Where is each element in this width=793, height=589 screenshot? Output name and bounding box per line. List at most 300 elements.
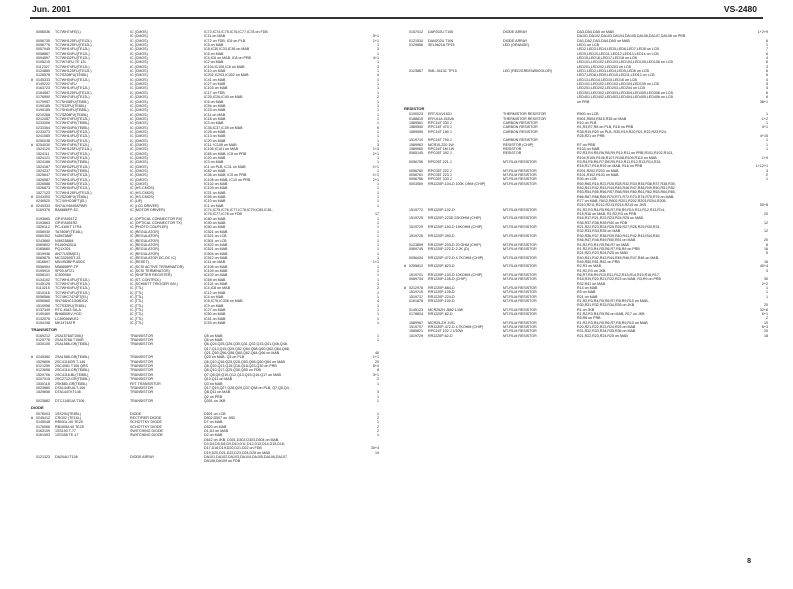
description-cell: IC (REGULATOR) (130, 234, 160, 239)
description-cell: TRANSISTOR (130, 398, 154, 403)
quantity-cell: 1 (766, 112, 768, 117)
quantity-cell: 12 (764, 220, 768, 225)
part-no-cell: 1524120 (36, 147, 50, 152)
part-name-cell: TC7WH04FU(TE12L) (55, 286, 90, 291)
quantity-cell: 4 (377, 73, 379, 78)
location-cell: D1,D3 on MAB (204, 428, 228, 433)
part-name-cell: LC89056W-E2 (55, 316, 79, 321)
description-cell: IC (TTL) (130, 312, 144, 317)
location-cell: LED2,LED3,LED4,LED5,LED6,LED7,LED8 on LCB (577, 47, 659, 52)
location-cell: DA101,DA102,DA103,DA104,DA105,DA106,DA107,DA108 on PRB (577, 34, 686, 39)
quantity-cell: 3 (377, 64, 379, 69)
location-cell: R1,R2,R3,R4,R5,R6,R7,R8,R9,R10,R11,R12,R13,R14, (577, 207, 666, 212)
part-name-cell: TC7WH04FU(TE12L) (55, 138, 90, 143)
location-cell: LED201,LED202,LED203 on LCB (577, 64, 631, 69)
part-no-cell: 1519710 (409, 138, 423, 143)
location-cell: Q301 on JKB (204, 398, 226, 403)
part-no-cell: 0245333 (36, 203, 50, 208)
location-cell: Q20 on MAB, Q3 on PLB (204, 355, 245, 360)
description-cell: MT-FILM RESISTOR (503, 233, 537, 238)
part-no-cell: 1524186 (36, 160, 50, 165)
section-heading: DIODE (31, 405, 44, 411)
part-name-cell: TC7WH74FU(TE12L) (55, 151, 90, 156)
description-cell: THERMISTOR RESISTOR (503, 116, 546, 121)
part-name-cell: NJM2388M (55, 238, 74, 243)
quantity-cell: 1 (377, 273, 379, 278)
part-no-cell: 0065876 (36, 255, 50, 260)
location-cell: R2,R3,R4,R5,R6,R8,R9,R10,R11 on PRB,R101,R102,R103, (577, 151, 674, 156)
part-name-cell: RR1220P-472-D 4.7KOHM (CHIP) (428, 325, 484, 330)
part-no-cell: 0245380 (36, 355, 50, 360)
quantity-cell: 1 (377, 264, 379, 269)
quantity-cell: 1 (377, 216, 379, 221)
location-cell: R16,R17,R21,R22,R23,R24,R25 on MAB, (577, 216, 644, 221)
part-name-cell: 2SC2712-GR(TE85L) (55, 377, 90, 382)
header-date: Jun. 2001 (32, 4, 71, 14)
description-cell: IC (CMOS) (130, 155, 148, 160)
location-cell: on PRB (577, 99, 590, 104)
quantity-cell: 1 (766, 138, 768, 143)
quantity-cell: 1 (377, 338, 379, 343)
part-no-cell: 0233373 (36, 129, 50, 134)
quantity-cell: 2 (377, 286, 379, 291)
location-cell: IC27 on MAB (204, 308, 226, 312)
part-no-cell: 0123658 (36, 368, 50, 373)
quantity-cell: 6 (766, 90, 768, 95)
part-no-cell: 0069802 (36, 242, 50, 247)
part-name-cell: RR1220P-105-D (428, 290, 455, 295)
part-name-cell: ERTJ1VV153J (428, 112, 452, 117)
part-name-cell: TC7WH74FU(TE12L) (55, 173, 90, 178)
quantity-cell: 5 (766, 82, 768, 87)
description-cell: MT-FILM RESISTOR (503, 320, 537, 325)
location-cell: IC54 on MAB (204, 103, 226, 108)
quantity-cell: 1+2 (761, 116, 768, 121)
location-cell: R21 on MAB (577, 294, 598, 299)
location-cell: R16,R17,R18,R19 on MAB, R16 on PRB (577, 164, 643, 169)
part-no-cell: 1525647 (36, 173, 50, 178)
part-no-cell: 0126578 (36, 73, 50, 78)
quantity-cell: 3+1 (372, 372, 379, 377)
quantity-cell: 18 (764, 333, 768, 338)
quantity-cell: 1 (766, 177, 768, 182)
description-cell: IC (CMOS) (130, 134, 148, 139)
description-cell: SCHOTTKY DIODE (130, 424, 162, 429)
quantity-cell: 1 (377, 411, 379, 416)
location-cell: IC501 on LCB (204, 238, 227, 243)
part-no-cell: 0190023 (409, 112, 423, 117)
location-cell: D17,D18,D19,D20,D21,D22 on FDB (204, 446, 262, 451)
part-name-cell: 2SC4116-BL(TE85L) (55, 372, 89, 377)
description-cell: DIODE ARRAY (130, 455, 155, 459)
mark-cell: # (31, 142, 33, 147)
description-cell: IC (TTL) (130, 286, 144, 291)
quantity-cell: 1 (377, 303, 379, 308)
part-name-cell: RR1220P-153-D 15KOHM (CHIP) (428, 225, 483, 230)
part-name-cell: RPC16T 330 J (428, 120, 452, 125)
quantity-cell: 40 (375, 351, 379, 356)
location-cell: IC512 on MAB (204, 255, 228, 260)
part-name-cell: RR1220P-222-D 2.2K (D) (428, 246, 469, 251)
description-cell: IC (CMOS) (130, 164, 148, 169)
quantity-cell: 1 (766, 142, 768, 147)
section-heading: TRANSISTOR (31, 327, 57, 333)
part-no-cell: 0233364 (36, 125, 50, 130)
description-cell: IC (CMOS) (130, 169, 148, 173)
part-name-cell: TC7WH32FU(TE12L) (55, 56, 90, 61)
location-cell: R77 on MAB, R612,R602,R201,R202,R203,R204,R205, (577, 199, 667, 204)
description-cell: IC (OPTICAL CONNECTOR TX) (130, 221, 182, 226)
location-cell: R5 on MAB (577, 290, 596, 295)
description-cell: RESISTOR (503, 146, 522, 151)
location-cell: IC504 on MAB (204, 251, 228, 256)
location-cell: IC11 on MAB (204, 112, 226, 117)
quantity-cell: 1 (377, 281, 379, 286)
description-cell: MT-FILM RESISTOR (503, 298, 537, 303)
location-cell: IC74,IC75,IC76,IC77,IC78,IC79,IC80,IC81, (204, 208, 273, 213)
location-cell: R21,R22,R23,R24,R25 on MAB (577, 333, 628, 338)
description-cell: IC (CMOS) (130, 177, 148, 182)
location-cell: IC93 on MAB (204, 321, 226, 326)
quantity-cell: 20 (764, 329, 768, 334)
part-no-cell: 0065145 (409, 151, 423, 156)
location-cell: R7 on PRB (577, 142, 595, 147)
header-rule (30, 17, 763, 19)
quantity-cell: 2+1 (372, 151, 379, 156)
quantity-cell: 1 (377, 169, 379, 173)
description-cell: TRANSISTOR (130, 338, 154, 343)
description-cell: IC (HS-CMOS) (130, 186, 154, 191)
mark-cell: # (31, 415, 33, 420)
location-cell: IC18 on MAB (204, 116, 226, 121)
description-cell: MT-FILM RESISTOR (503, 207, 537, 212)
description-cell: IC (CMOS) (130, 116, 148, 121)
part-no-cell: 1524111 (36, 151, 50, 156)
location-cell: IC4,IC8 on MAB (204, 286, 230, 291)
part-name-cell: CRG02 (TE16L) (55, 415, 81, 420)
part-name-cell: ERY-61A 153VA (428, 116, 454, 121)
part-no-cell: 1589561 (409, 120, 423, 125)
description-cell: LED (ORANGE) (503, 43, 529, 48)
part-no-cell: 0254030 (36, 142, 50, 147)
location-cell: LED401,LED402,LED403,LED404,LED405,LED406 on LCB (577, 95, 673, 100)
location-cell: R53,R54,R55,R56,R57,R58,R59,R60,R61,R62,R63,R64,R65, (577, 190, 676, 195)
part-no-cell: 0164987 (36, 90, 50, 95)
location-cell: R21,R22,R23,R24,R25,R26,R27,R28,R29,R30,R31, (577, 225, 661, 230)
quantity-cell: 3 (377, 142, 379, 147)
location-cell: R14 on MAB (577, 285, 598, 290)
part-name-cell: TC7WH32FU(TE12L) (55, 164, 90, 169)
location-cell: LED7,LED8,LED9,LED10,LED11,LED12 on LCB (577, 73, 655, 78)
part-name-cell: RB051L-40 TE25 (55, 420, 83, 425)
part-name-cell: TC7WH04FU(TE12L) (55, 186, 90, 191)
description-cell: DIODE ARRAY (503, 30, 528, 34)
part-name-cell: TC7WH74FK(TE12L) (55, 142, 90, 147)
quantity-cell: 1 (377, 160, 379, 165)
part-name-cell: SN74LV4040APWR (55, 203, 87, 208)
quantity-cell: 1 (377, 316, 379, 321)
part-no-cell: 0149222 (36, 82, 50, 87)
location-cell: IC23 on MAB (204, 108, 226, 113)
part-no-cell: 0056434 (409, 255, 423, 260)
quantity-cell: 5+1 (372, 34, 379, 39)
parts-row (404, 334, 768, 338)
part-no-cell: 0056560 (36, 299, 50, 304)
part-name-cell: TC7WH04FK(TE85L) (55, 169, 90, 173)
part-no-cell: 0169376 (36, 208, 50, 213)
location-cell: IC82 on MAB (204, 169, 226, 173)
part-no-cell: 1519729 (409, 225, 423, 230)
part-no-cell: 1524237 (36, 169, 50, 173)
part-name-cell: RPC05T 221 J (428, 159, 452, 164)
quantity-cell: 1 (377, 308, 379, 312)
quantity-cell: 4 (766, 77, 768, 82)
part-no-cell: 0190189 (36, 108, 50, 113)
description-cell: IC (CMOS) (130, 95, 148, 100)
quantity-cell: 1 (377, 255, 379, 260)
quantity-cell: 12 (764, 229, 768, 234)
part-no-cell: 1589963 (409, 142, 423, 147)
location-cell: R5,R6 on PRB (577, 316, 601, 321)
part-name-cell: RPC16T 180 J (428, 129, 452, 134)
location-cell: Q10,Q11 on MAB (204, 377, 233, 382)
description-cell: MT-FILM RESISTOR (503, 177, 537, 182)
part-no-cell: 0145123 (409, 307, 423, 312)
part-no-cell: 0195910 (36, 268, 50, 273)
part-name-cell: DTA144TKT146 (55, 390, 81, 395)
location-cell: D19,D20,D21,D22,D23,D24,D25 on MAB (204, 450, 270, 455)
part-name-cell: RR1220P-203-D 20 OHM (CHIP) (428, 242, 481, 247)
quantity-cell: 6 (766, 51, 768, 56)
quantity-cell: 1 (377, 268, 379, 273)
quantity-cell: 1 (377, 129, 379, 134)
description-cell: DIODE ARRAY (503, 38, 528, 43)
location-cell: R1,R2,R3,R4,R5,R6 on MAB, R17 on JKB (577, 312, 645, 316)
location-cell: R201,R202,R203 on MAB (577, 168, 619, 173)
quantity-cell: 17 (375, 212, 379, 217)
description-cell: IC (TTL) (130, 294, 144, 299)
description-cell: IC (CMOS) (130, 142, 148, 147)
quantity-cell: 2 (766, 173, 768, 177)
part-no-cell: 0145048 (36, 420, 50, 425)
quantity-cell: 4+1 (372, 56, 379, 61)
quantity-cell: 2 (377, 415, 379, 420)
location-cell: Q8,Q10,Q17,Q25,Q30,Q55 on FDB (204, 368, 261, 373)
quantity-cell: 1 (377, 247, 379, 252)
part-name-cell: 2SK880-GR(TE85L) (55, 381, 88, 386)
quantity-cell: 19 (375, 450, 379, 455)
location-cell: IC6,IC75,IC308 on MAB (204, 299, 243, 304)
part-name-cell: TC7SZ08FU(TE85L) (55, 195, 89, 200)
quantity-cell: 1 (377, 238, 379, 243)
description-cell: MT-FILM RESISTOR (503, 277, 537, 282)
part-no-cell: 0243860 (36, 238, 50, 243)
part-name-cell: TC7WH74FU(TE12L) (55, 95, 90, 100)
location-cell: IC109 on MAB (204, 268, 228, 273)
description-cell: IC (SCHMITT TRIGGER INV.) (130, 281, 178, 286)
part-no-cell: 1519772 (409, 207, 423, 212)
quantity-cell: 20 (764, 303, 768, 308)
location-cell: IC108 on MAB (204, 264, 228, 269)
part-name-cell: MK1474ATR (55, 321, 76, 326)
part-no-cell: 0145126 (36, 281, 50, 286)
part-name-cell: TC7SH08FU(TE85L) (55, 99, 89, 104)
part-name-cell: AN77L05M(E1) (55, 251, 80, 256)
part-no-cell: 1519936 (36, 251, 50, 256)
part-name-cell: SN74AHC1G08DCK (55, 299, 88, 304)
description-cell: TRANSISTOR (130, 385, 154, 390)
quantity-cell: 1 (377, 242, 379, 247)
part-no-cell: 0056776 (36, 43, 50, 48)
location-cell: Q8,Q20,Q13,Q15,Q16,Q18,Q23,Q30 on PRB (204, 364, 277, 369)
location-cell: IC90 on MAB (204, 221, 226, 226)
description-cell: RESISTOR (CHIP) (503, 142, 534, 147)
location-cell: IC41 on MAB (204, 77, 226, 82)
parts-list-left-column (31, 30, 379, 464)
part-no-cell: 1524187 (36, 164, 50, 169)
quantity-cell: 1 (377, 398, 379, 403)
part-no-cell: 0003069 (409, 181, 423, 186)
description-cell: LED (RED/GREEN/BICOLOR) (503, 69, 552, 74)
part-name-cell: RPC05T 392 J (428, 151, 452, 156)
location-cell: LED101,LED102,LED103,LED104,LED105,LED106 on LCB (577, 60, 673, 65)
part-name-cell: TC7WH125FU(TE12L) (55, 147, 92, 152)
quantity-cell: 1 (377, 381, 379, 386)
location-cell: IC6 on MAB (204, 51, 224, 56)
part-no-cell: 0207015 (36, 377, 50, 382)
location-cell: R40,R41,R42,R43,R44,R45,R46,R47,R48 on MAB, (577, 255, 660, 260)
description-cell: MT-FILM RESISTOR (503, 168, 537, 173)
description-cell: IC (LIF) (130, 199, 143, 204)
description-cell: IC (CMOS) (130, 34, 148, 39)
part-name-cell: TC7WH14FU(TE12L) (55, 86, 90, 91)
part-no-cell: 0169212 (36, 333, 50, 338)
part-no-cell: 1527123 (36, 190, 50, 195)
description-cell: CARBON RESISTOR (503, 129, 538, 134)
location-cell: IC17 on FDB (204, 90, 225, 95)
description-cell: IC (CMOS) (130, 121, 148, 126)
part-no-cell (36, 459, 55, 463)
quantity-cell: 1+3 (372, 147, 379, 152)
description-cell: TRANSISTOR (130, 342, 154, 347)
part-no-cell: 0056930 (36, 229, 50, 234)
location-cell: R50,R60,R16,R22,R26,R28,R32,R34,R35,R36,R37,R38,R39, (577, 181, 676, 186)
location-cell: IC69 on MAB (204, 277, 226, 282)
description-cell: MT-FILM RESISTOR (503, 312, 537, 316)
part-name-cell: RPC16T 750 J (428, 138, 452, 143)
part-name-cell: 2SC4116-GR(TE85L) (55, 368, 90, 373)
description-cell: MT-FILM RESISTOR (503, 329, 537, 334)
part-no-cell: 0129856 (409, 43, 423, 48)
description-cell: SWITCHING DIODE (130, 433, 163, 438)
description-cell: IC (ST. CONTROL) (130, 277, 161, 282)
description-cell: RECTIFIER DIODE (130, 415, 162, 420)
description-cell: IC (CMOS) (130, 151, 148, 156)
part-name-cell: TC74VHC08FT(EL) (55, 199, 87, 204)
part-no-cell: 0094897 (36, 56, 50, 61)
location-cell: R1,R3,R7,R8 on PLB, R18 on PRB (577, 125, 634, 130)
description-cell: IC (CMOS) (130, 38, 148, 43)
part-name-cell: SML-3413C TP15 (428, 69, 457, 74)
part-name-cell: 2SA1576A T106R (55, 338, 84, 343)
part-name-cell: TC7SZ08FU(TE85L) (55, 73, 89, 78)
quantity-cell: 3 (377, 390, 379, 395)
part-no-cell: 1589967 (409, 320, 423, 325)
location-cell: R38,R19,R20 on PLB, R30,R19,R20,R21,R22,R23,R24, (577, 129, 667, 134)
quantity-cell: 1 (377, 321, 379, 326)
location-cell: IC9 on MAB (204, 303, 224, 308)
location-cell: LED201,LED202,LED203,LED204 on LCB (577, 86, 645, 91)
location-cell: IC202,IC203,IC302 on MAB (204, 73, 249, 78)
location-cell: R30,R31,R32,R33,R34,R35 on JKB (577, 303, 635, 308)
part-name-cell: RPC05T 223 J (428, 173, 452, 177)
part-name-cell: IC5009AV (55, 273, 72, 278)
description-cell: TRANSISTOR (130, 355, 154, 360)
part-no-cell: 0188815 (409, 116, 423, 121)
quantity-cell: 4 (377, 299, 379, 304)
description-cell: TRANSISTOR (130, 368, 154, 373)
description-cell: IC (LCD DRIVER) (130, 203, 159, 208)
part-name-cell: TC7WH04FU(TE12L) (55, 77, 90, 82)
description-cell: IC (CMOS) (130, 173, 148, 178)
part-no-cell: 0163723 (36, 86, 50, 91)
location-cell: IC11 on MAB (204, 34, 226, 39)
description-cell: MT-FILM RESISTOR (503, 216, 537, 221)
description-cell: IC (PHOTO COUPLER) (130, 225, 169, 230)
location-cell: IC36 on MAB, IC5 on PRB (204, 173, 247, 178)
part-no-cell: 1589960 (409, 146, 423, 151)
part-no-cell: 0056760 (409, 168, 423, 173)
part-no-cell: 1526588 (36, 182, 50, 187)
description-cell: TRANSISTOR (130, 359, 154, 364)
location-cell: R21,R22,R23,R24,R25 on MAB (577, 251, 628, 256)
part-name-cell: TC7WH125FU(TE12L) (55, 190, 92, 195)
description-cell: MT-FILM RESISTOR (503, 333, 537, 338)
location-cell: LED9,LED10,LED11,LED12,LED13,LED14 on LCB (577, 51, 659, 56)
mark-cell: # (404, 285, 406, 290)
description-cell: MT-FILM RESISTOR (503, 225, 537, 230)
part-no-cell: 0212087 (36, 116, 50, 121)
description-cell: MT-FILM RESISTOR (503, 181, 537, 186)
part-no-cell: 1516697 (36, 260, 50, 265)
quantity-cell: 1 (766, 43, 768, 48)
quantity-cell: 50+8 (759, 203, 768, 208)
description-cell: IC (HS-CMOS) (130, 195, 154, 200)
quantity-cell: 1 (377, 82, 379, 87)
location-cell: IC6 on MAB (204, 99, 224, 104)
location-cell: Q8,Q11 on MAB (204, 390, 231, 395)
part-no-cell: 0145333 (36, 77, 50, 82)
description-cell: MT-FILM RESISTOR (503, 242, 537, 247)
part-name-cell: RR1220P-102-D (428, 207, 455, 212)
location-cell: IC108 on MAB, IC10 on PRB (204, 177, 251, 182)
description-cell: MT-FILM RESISTOR (503, 285, 537, 290)
part-name-cell: TC7WH125FU(TE12L) (55, 38, 92, 43)
description-cell: IC (CMOS) (130, 64, 148, 69)
description-cell: IC (REGULATOR DC-DC IC) (130, 255, 177, 260)
part-no-cell: 0190185 (36, 103, 50, 108)
location-cell: IC2 on MAB (204, 60, 224, 65)
part-name-cell: 1SS193 T-77 (55, 428, 76, 433)
location-cell: IC13 on MAB (204, 134, 226, 139)
part-no-cell: 0250038 (36, 138, 50, 143)
location-cell: IC521 on MAB (204, 229, 228, 234)
part-no-cell: 0154198 (36, 321, 50, 326)
part-name-cell: MC33269DT-33 (55, 255, 81, 260)
location-cell: IC1 on MAB (204, 203, 224, 208)
location-cell: R500 on LCB (577, 112, 599, 117)
description-cell: TRANSISTOR (130, 390, 154, 395)
